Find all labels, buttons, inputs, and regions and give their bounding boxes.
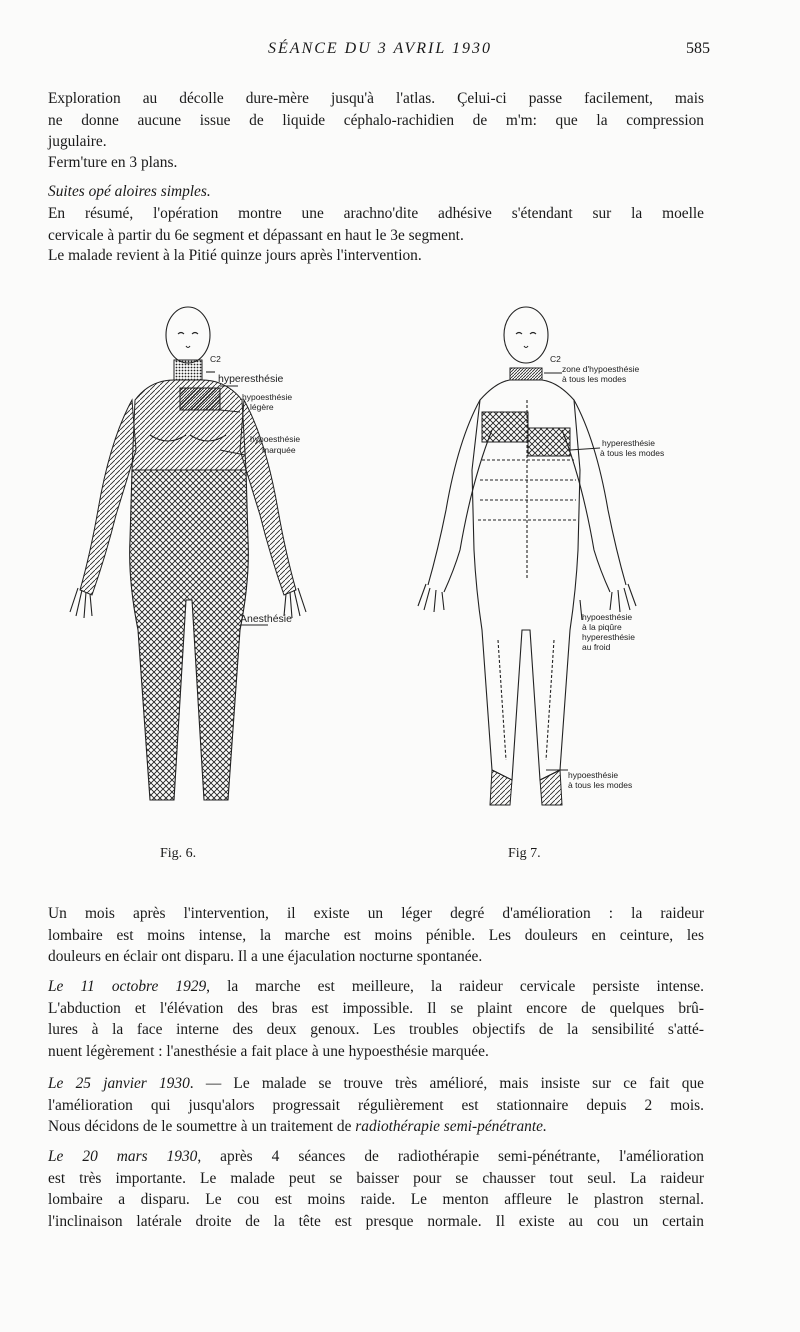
fig6-label-c: C2 — [210, 354, 221, 364]
page-number: 585 — [686, 40, 710, 57]
text-line: Exploration au décolle dure-mère jusqu'à l'atlas. Çelui-ci passe facilement, mais — [48, 90, 704, 107]
fig6-label-hypo-legere-1: hypoesthésie — [242, 392, 293, 402]
text-line: l'amélioration qui jusqu'alors progressait régulièrement est stationnaire depuis 2 mois. — [48, 1096, 704, 1114]
fig7-label-bottom-1: hypoesthésie — [568, 770, 619, 780]
fig7-chest-block-right — [528, 428, 570, 456]
fig7-label-c: C2 — [550, 354, 561, 364]
header-title: SÉANCE DU 3 AVRIL 1930 — [268, 40, 492, 57]
fig7-chest-block-left — [482, 412, 528, 442]
fig6-neck-hyperesthesia — [174, 360, 202, 380]
paragraph-octobre — [48, 976, 704, 1062]
fig7-label-piqure-3: hyperesthésie — [582, 632, 635, 642]
text-line: , après 4 séances de radiothérapie semi-pénétrante, l'amélioration — [197, 1148, 704, 1165]
text-line: ne donne aucune issue de liquide céphalo-rachidien de m'm: que la compression — [48, 111, 704, 129]
text-line: Nous décidons de le soumettre à un traitement de — [48, 1118, 356, 1135]
paragraph-fermeture — [48, 152, 704, 174]
fig7-caption: Fig 7. — [508, 846, 541, 861]
text-line: nuent légèrement : l'anesthésie a fait place à une hypoesthésie marquée. — [48, 1042, 489, 1060]
treatment-italic: radiothérapie semi-pénétrante. — [355, 1118, 547, 1135]
fig7-label-bottom-2: à tous les modes — [568, 780, 633, 790]
fig7-foot-right — [540, 770, 562, 805]
text-line: lombaire a disparu. Le cou est moins raide. Le menton affleure le plastron sternal. — [48, 1191, 704, 1208]
fig7-foot-left — [490, 770, 512, 805]
text-line: En résumé, l'opération montre une arachno'dite adhésive s'étendant sur la moelle — [48, 205, 704, 222]
figure-7-body — [418, 307, 664, 805]
paragraph-retour — [48, 245, 704, 267]
fig6-label-hypo-marquee-1: hypoesthésie — [250, 434, 301, 444]
text-line: Suites opé aloires simples. — [48, 183, 211, 200]
paragraph-suites — [48, 181, 704, 203]
fig6-label-anesthesie: Anesthésie — [240, 613, 292, 625]
text-line: , la marche est meilleure, la raideur cervicale persiste intense. — [206, 978, 704, 995]
fig7-head — [504, 307, 548, 363]
paragraph-exploration — [48, 88, 704, 153]
text-line: L'abduction et l'élévation des bras est impossible. Il se plaint encore de quelques brû- — [48, 999, 704, 1017]
fig6-anesthesia-region — [130, 470, 249, 800]
fig7-label-zone-1: zone d'hypoesthésie — [562, 364, 640, 374]
text-line: douleurs en éclair ont disparu. Il a une éjaculation nocturne spontanée. — [48, 948, 483, 965]
fig6-label-hypo-marquee-2: marquée — [262, 445, 296, 455]
running-header — [50, 40, 710, 64]
date-janvier: Le 25 janvier 1930 — [48, 1075, 190, 1092]
fig7-label-zone-2: à tous les modes — [562, 374, 627, 384]
paragraph-janvier — [48, 1073, 704, 1138]
fig7-label-piqure-2: à la piqûre — [582, 622, 622, 632]
paragraph-mars — [48, 1146, 704, 1232]
fig6-label-hyperesthesie: hyperesthésie — [218, 373, 284, 385]
paragraph-un-mois — [48, 903, 704, 968]
text-line: cervicale à partir du 6e segment et dépassant en haut le 3e segment. — [48, 226, 464, 244]
date-octobre: Le 11 octobre 1929 — [48, 978, 207, 995]
paragraph-resume — [48, 203, 704, 246]
text-line: lombaire est moins intense, la marche est moins pénible. Les douleurs en ceinture, les — [48, 926, 704, 944]
fig7-label-hyper-2: à tous les modes — [600, 448, 665, 458]
figures-drawing — [40, 300, 740, 870]
figure-6-body — [70, 307, 306, 800]
text-line: est très importante. Le malade peut se baisser pour se chausser tout seul. La raideur — [48, 1169, 704, 1187]
fig7-label-hyper-1: hyperesthésie — [602, 438, 655, 448]
fig7-label-piqure-1: hypoesthésie — [582, 612, 633, 622]
text-line: . — Le malade se trouve très amélioré, mais insiste sur ce fait que — [189, 1075, 705, 1092]
text-line: Ferm'ture en 3 plans. — [48, 154, 178, 171]
date-mars: Le 20 mars 1930 — [48, 1148, 198, 1165]
fig7-label-piqure-4: au froid — [582, 642, 611, 652]
fig6-label-hypo-legere-2: légère — [250, 402, 274, 412]
text-line: Le malade revient à la Pitié quinze jours après l'intervention. — [48, 247, 422, 264]
text-line: l'inclinaison latérale droite de la tête est presque normale. Il existe au cou un certain — [48, 1212, 704, 1230]
fig7-neck-band — [510, 368, 542, 380]
text-line: jugulaire. — [48, 133, 107, 150]
fig6-caption: Fig. 6. — [160, 846, 197, 861]
text-line: lures à la face interne des deux genoux. Les troubles objectifs de la sensibilité s'atté- — [48, 1021, 704, 1038]
text-line: Un mois après l'intervention, il existe un léger degré d'amélioration : la raideur — [48, 905, 704, 922]
figures-area — [40, 300, 740, 870]
fig6-head — [166, 307, 210, 363]
